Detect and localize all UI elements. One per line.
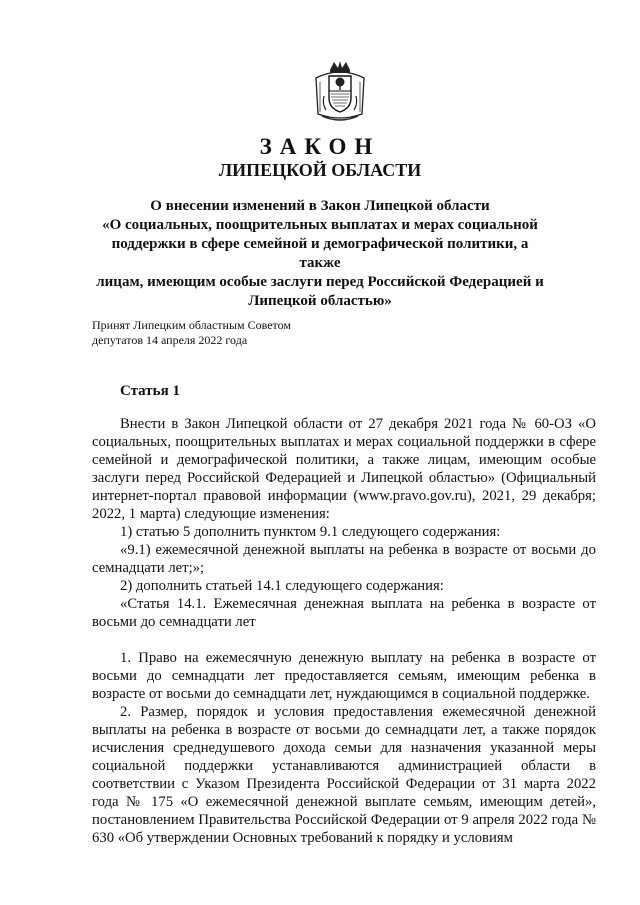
region-title: ЛИПЕЦКОЙ ОБЛАСТИ [218, 160, 422, 180]
adoption-line: Принят Липецким областным Советом [92, 318, 291, 332]
subtitle-line: поддержки в сфере семейной и демографической политики, а также [111, 236, 529, 271]
body-paragraph: 2. Размер, порядок и условия предоставления ежемесячной денежной выплаты на ребенка в возрасте от восьми до семнадцати лет, а также порядок исчисления среднедушевого дохода семьи для назначения указанной меры социальной поддержки устанавливаются администрацией области в соответствии с Указом Президента Российской Федерации от 31 марта 2022 года № 175 «О ежемесячной денежной выплате семьям, имеющим детей», постановлением Правительства Российской Федерации от 9 апреля 2022 года № 630 «Об утверждении Основных требований к порядку и условиям [92, 704, 596, 846]
law-subtitle [90, 197, 550, 311]
coat-of-arms-icon [312, 60, 368, 124]
subtitle-line: О внесении изменений в Закон Липецкой области [150, 198, 490, 214]
subtitle-line: лицам, имеющим особые заслуги перед Российской Федерацией и [96, 274, 544, 290]
adoption-line: депутатов 14 апреля 2022 года [92, 333, 248, 347]
body-paragraph: 2) дополнить статьей 14.1 следующего содержания: [120, 578, 444, 594]
body-paragraph: «9.1) ежемесячной денежной выплаты на ребенка в возрасте от восьми до семнадцати лет;»; [92, 542, 596, 576]
body-paragraph: 1. Право на ежемесячную денежную выплату на ребенка в возрасте от восьми до семнадцати лет предоставляется семьям, имеющим ребенка в возрасте от восьми до семнадцати лет, нуждающимся в социальной поддержке. [92, 650, 596, 702]
subtitle-line: «О социальных, поощрительных выплатах и мерах социальной [102, 217, 538, 233]
subtitle-line: Липецкой областью» [248, 293, 392, 309]
article-body [92, 415, 596, 847]
law-title: ЗАКОН [259, 134, 381, 159]
adoption-note [92, 318, 392, 348]
article-heading: Статья 1 [120, 383, 180, 399]
body-paragraph: Внести в Закон Липецкой области от 27 декабря 2021 года № 60-ОЗ «О социальных, поощрительных выплатах и мерах социальной поддержки в сфере семейной и демографической политики, а также лицам, имеющим особые заслуги перед Российской Федерацией и Липецкой областью» (Официальный интернет-портал правовой информации (www.pravo.gov.ru), 2021, 29 декабря; 2022, 1 марта) следующие изменения: [92, 416, 596, 522]
body-paragraph: 1) статью 5 дополнить пунктом 9.1 следующего содержания: [120, 524, 501, 540]
body-paragraph: «Статья 14.1. Ежемесячная денежная выплата на ребенка в возрасте от восьми до семнадцати лет [92, 596, 596, 630]
